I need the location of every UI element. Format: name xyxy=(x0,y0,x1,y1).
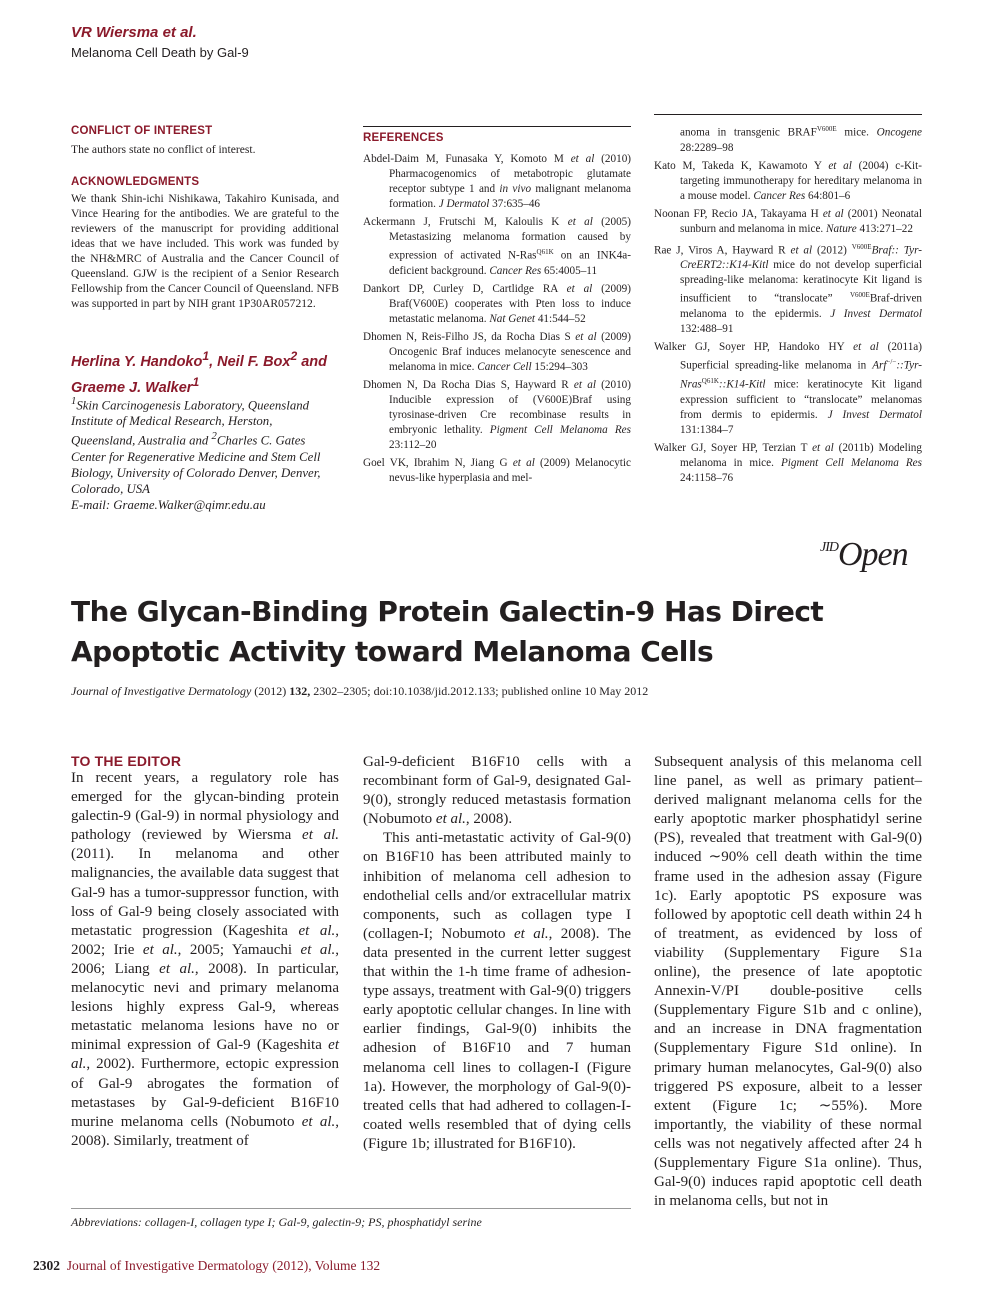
body-italic-run: et al. xyxy=(159,960,195,977)
ref-text: mice: keratinocyte Kit ligand expression sufficient to “translocate” melanomas from dermis to epidermis. xyxy=(680,378,922,421)
body-italic-run: et al. xyxy=(300,941,336,958)
ref-sup: −/− xyxy=(886,358,897,367)
article-citation xyxy=(71,684,648,699)
acknowledgments-text: We thank Shin-ichi Nishikawa, Takahiro Kunisada, and Vince Hearing for the antibodies. We are grateful to the reviewers of the manuscript for providing additional ideas that we have included. This work was funded by the NH&MRC of Australia and the Cancer Council of Queensland. GJW is the recipient of a Senior Research Fellowship from the Cancer Council of Queensland. NFB was supported in part by NIH grant 1P30AR057212. xyxy=(71,192,339,310)
ref-text: Rae J, Viros A, Hayward R xyxy=(654,244,791,257)
ref-text: on an INK4a-deficient background. xyxy=(389,249,631,277)
ref-italic: ::K14-Kitl xyxy=(718,378,766,391)
ref-text: 23:112–20 xyxy=(389,438,437,451)
body-text-run: , 2008). Similarly, treatment of xyxy=(71,1113,339,1149)
article-title xyxy=(71,592,931,672)
ref-journal: Pigment Cell Melanoma Res xyxy=(489,423,631,436)
body-text-run: , 2008). In particular, melanocytic nevi and primary melanoma lesions highly express Gal-9, whereas metastatic melanoma lesions have no or minimal expression of Gal-9 (Kageshita xyxy=(71,960,340,1054)
citation-volume: 132, xyxy=(289,684,311,698)
author-sup: 1 xyxy=(192,374,200,389)
reference-item xyxy=(654,441,922,486)
citation-rest: 2302–2305; doi:10.1038/jid.2012.133; published online 10 May 2012 xyxy=(310,684,649,698)
ref-sup: Q61K xyxy=(701,376,719,385)
footnote-rule xyxy=(71,1208,631,1209)
ref-text: Kato M, Takeda K, Kawamoto Y xyxy=(654,159,829,172)
author-name: Graeme J. Walker xyxy=(71,379,193,396)
body-text-run: In recent years, a regulatory role has emerged for the glycan-binding protein galectin-9 (Gal-9) in normal physiology and pathology (reviewed by Wiersma xyxy=(71,770,339,844)
body-text-run: , 2002; Irie xyxy=(71,922,339,958)
references-list-col3 xyxy=(654,122,922,489)
ref-text: malignant melanoma formation. xyxy=(389,183,631,210)
ref-text: (2001) Neonatal sunburn and melanoma in mice. xyxy=(680,207,922,235)
body-paragraph xyxy=(363,829,631,1154)
ref-italic: ::Tyr-Nras xyxy=(680,359,922,391)
body-italic-run: et al. xyxy=(71,1037,339,1073)
body-text-run: This anti-metastatic activity of Gal-9(0) on B16F10 has been attributed mainly to inhibition of melanoma cell adhesion to endothelial cells and/or extracellular matrix components, such as collagen type I (collagen-I; Nobumoto xyxy=(363,830,631,942)
ref-sup: V600E xyxy=(816,125,837,133)
citation-year: (2012) xyxy=(251,684,290,698)
ref-text: (2009) Melanocytic nevus-like hyperplasia and mel- xyxy=(389,456,631,484)
running-head-author: VR Wiersma et al. xyxy=(71,24,197,41)
ref-journal: Cancer Res xyxy=(489,264,542,277)
title-line: Apoptotic Activity toward Melanoma Cells xyxy=(71,635,714,668)
page-footer xyxy=(33,1258,380,1274)
ref-journal: Nat Genet xyxy=(489,312,536,325)
body-text-run: , 2006; Liang xyxy=(71,941,340,977)
references-rule-col3 xyxy=(654,114,922,115)
ref-text: 28:2289–98 xyxy=(680,141,734,154)
ref-italic: Braf:: Tyr-CreERT2::K14-Kitl xyxy=(680,244,922,272)
ref-journal: J Dermatol xyxy=(438,198,490,210)
ref-etal: et al xyxy=(566,282,593,295)
ref-text: 132:488–91 xyxy=(680,323,734,336)
affil-text: Charles C. Gates Center for Regenerative Medicine and Stem Cell Biology, University of Colorado Denver, Denver, Colorado, USA xyxy=(71,433,321,496)
jid-logo-sup: JID xyxy=(820,540,838,555)
ref-text: (2009) Braf(V600E) cooperates with Pten loss to induce metastatic melanoma. xyxy=(389,282,631,325)
references-rule xyxy=(363,126,631,127)
affil-text: Skin Carcinogenesis Laboratory, Queensland Institute of Medical Research, Herston, Queensland, Australia and xyxy=(71,398,310,448)
author-signoff xyxy=(71,346,339,398)
reference-item xyxy=(654,207,922,237)
body-text-run: , 2008). xyxy=(465,811,513,828)
body-italic-run: et al. xyxy=(302,827,339,844)
ref-text: Goel VK, Ibrahim N, Jiang G xyxy=(363,456,513,469)
ref-text: Walker GJ, Soyer HP, Handoko HY xyxy=(654,341,854,354)
body-col2 xyxy=(363,753,631,1154)
ref-text: mice do not develop superficial spreading-like melanoma: keratinocyte Kit ligand is insufficient to “translocate” xyxy=(680,259,922,306)
page-number: 2302 xyxy=(33,1258,60,1273)
reference-item xyxy=(363,282,631,327)
references-list-col2 xyxy=(363,152,631,489)
ref-text: Ackermann J, Frutschi M, Kaloulis K xyxy=(363,216,568,228)
acknowledgments-heading: ACKNOWLEDGMENTS xyxy=(71,176,200,188)
author-email[interactable]: E-mail: Graeme.Walker@qimr.edu.au xyxy=(71,497,266,512)
ref-etal: et al xyxy=(822,207,844,220)
body-col3 xyxy=(654,753,922,1211)
body-italic-run: et al. xyxy=(513,925,549,942)
reference-item xyxy=(363,152,631,212)
ref-text: (2012) xyxy=(812,244,852,257)
ref-etal: et al xyxy=(512,456,535,469)
ref-sup: Q61K xyxy=(536,248,554,256)
ref-sup: V600E xyxy=(849,291,870,300)
reference-item xyxy=(654,159,922,204)
ref-text: 15:294–303 xyxy=(531,360,588,373)
body-paragraph xyxy=(363,753,631,829)
ref-italic: Arf xyxy=(872,359,887,372)
ref-etal: et al xyxy=(567,216,593,228)
body-paragraph xyxy=(71,769,339,1151)
conflict-text: The authors state no conflict of interest. xyxy=(71,143,256,156)
body-text-run: Subsequent analysis of this melanoma cell line panel, as well as primary patient–derived malignant melanoma cells for the early apoptotic marker phosphatidyl serine (PS), revealed that treatment with Gal-9(0) induced ∼90% cell death within the time frame used in the adhesion assay (Figure 1c). Early apoptotic PS exposure was followed by apoptotic cell death within 24 h of treatment, as evidenced by loss of viability (Supplementary Figure S1a online), the presence of late apoptotic Annexin-V/PI double-positive cells (Supplementary Figure S1b and c online), and an increase in DNA fragmentation (Supplementary Figure S1d online). In primary human melanocytes, Gal-9(0) also triggered PS exposure, albeit to a lesser extent (Figure 1c; ∼55%). More importantly, the viability of these normal cells was not negatively affected after 24 h (Supplementary Figure S1a online). Thus, Gal-9(0) induces rapid apoptotic cell death in melanoma cells, but not in xyxy=(654,754,922,1210)
body-col1 xyxy=(71,753,339,1151)
ref-text: mice. xyxy=(836,126,877,139)
reference-item xyxy=(363,378,631,453)
ref-text: (2011b) Modeling melanoma in mice. xyxy=(680,441,922,469)
ref-text: (2010) Inducible expression of (V600E)Braf using tyrosinase-driven Cre recombinase results in embryonic lethality. xyxy=(389,378,631,436)
reference-item xyxy=(363,330,631,375)
reference-item xyxy=(363,456,631,486)
ref-journal: Pigment Cell Melanoma Res xyxy=(780,456,922,469)
title-line: The Glycan-Binding Protein Galectin-9 Has Direct xyxy=(71,595,824,628)
affil-sup: 2 xyxy=(211,431,217,443)
ref-text: (2009) Oncogenic Braf induces melanocyte senescence and melanoma in mice. xyxy=(389,330,632,373)
ref-text: Braf-driven melanoma to the epidermis. xyxy=(680,293,922,321)
ref-etal: et al xyxy=(812,441,834,454)
ref-text: Dankort DP, Curley D, Cartlidge RA xyxy=(363,282,567,295)
ref-etal: et al xyxy=(853,341,879,354)
body-text-run: (2011). In melanoma and other malignancies, the available data suggest that Gal-9 has a tumor-suppressor function, with loss of Gal-9 being closely associated with metastatic progression (Kageshita xyxy=(71,846,339,939)
footer-journal: Journal of Investigative Dermatology (2012), Volume 132 xyxy=(66,1258,381,1273)
abbreviations-footnote: Abbreviations: collagen-I, collagen type I; Gal-9, galectin-9; PS, phosphatidyl serine xyxy=(71,1215,482,1229)
conflict-heading: CONFLICT OF INTEREST xyxy=(71,125,213,137)
body-italic-run: et al. xyxy=(435,811,466,828)
ref-etal: et al xyxy=(790,244,813,257)
body-italic-run: et al. xyxy=(301,1113,336,1130)
affiliations xyxy=(71,394,339,513)
author-name: , Neil F. Box xyxy=(209,353,291,370)
author-sep: and xyxy=(297,353,327,370)
body-text-run: , 2005; Yamauchi xyxy=(177,941,301,958)
affil-sup: 1 xyxy=(71,396,77,407)
body-text-run: , 2002). Furthermore, ectopic expression of Gal-9 abrogates the formation of metastases by Gal-9-deficient B16F10 murine melanoma cells (Nobumoto xyxy=(71,1056,339,1130)
ref-etal: et al xyxy=(828,159,852,172)
running-head-subtitle: Melanoma Cell Death by Gal-9 xyxy=(71,45,249,60)
ref-text: (2011a) Superficial spreading-like melanoma in xyxy=(680,341,922,372)
ref-text: 64:801–6 xyxy=(805,189,851,202)
ref-text: Noonan FP, Recio JA, Takayama H xyxy=(654,207,823,220)
ref-text: 413:271–22 xyxy=(856,222,913,235)
jid-logo-word: Open xyxy=(838,536,908,573)
citation-journal: Journal of Investigative Dermatology xyxy=(71,684,252,698)
ref-etal: et al xyxy=(573,378,596,391)
body-italic-run: et al. xyxy=(142,941,178,958)
body-text-run: Gal-9-deficient B16F10 cells with a recombinant form of Gal-9, designated Gal-9(0), strongly reduced metastasis formation (Nobumoto xyxy=(363,754,631,828)
author-sup: 1 xyxy=(202,349,210,363)
body-paragraph xyxy=(654,753,922,1211)
reference-item xyxy=(654,240,922,337)
ref-journal: Cancer Cell xyxy=(477,360,532,373)
ref-text: (2010) Pharmacogenomics of metabotropic glutamate receptor subtype 1 and xyxy=(389,153,632,195)
ref-etal: et al xyxy=(575,330,597,343)
references-heading: REFERENCES xyxy=(363,132,444,144)
ref-text: 131:1384–7 xyxy=(680,423,734,436)
author-name: Herlina Y. Handoko xyxy=(71,353,203,370)
ref-text: Dhomen N, Da Rocha Dias S, Hayward R xyxy=(363,378,574,391)
reference-item xyxy=(654,122,922,156)
ref-journal: Cancer Res xyxy=(753,189,806,202)
ref-text: Walker GJ, Soyer HP, Terzian T xyxy=(654,441,813,454)
ref-text: (2005) Metastasizing melanoma formation caused by expression of activated N-Ras xyxy=(389,216,631,262)
ref-journal: Oncogene xyxy=(876,126,922,139)
ref-text: anoma in transgenic BRAF xyxy=(680,126,817,139)
to-the-editor-heading: TO THE EDITOR xyxy=(71,753,182,769)
author-sup: 2 xyxy=(290,349,298,363)
ref-text: 41:544–52 xyxy=(535,312,586,325)
reference-item xyxy=(654,340,922,437)
ref-text: 65:4005–11 xyxy=(541,264,598,277)
jid-open-logo xyxy=(820,536,908,574)
ref-italic: in vivo xyxy=(499,183,532,195)
ref-text: (2004) c-Kit-targeting immunotherapy for hereditary melanoma in a mouse model. xyxy=(680,159,922,202)
reference-item xyxy=(363,215,631,279)
ref-text: 24:1158–76 xyxy=(680,471,734,484)
ref-journal: J Invest Dermatol xyxy=(827,408,922,421)
body-text-run: , 2008). The data presented in the current letter suggest that within the 1-h time frame of adhesion-type assays, treatment with Gal-9(0) triggers early apoptotic cellular changes. In line with earlier findings, Gal-9(0) inhibits the adhesion of B16F10 and 7 human melanoma cell lines to collagen-I (Figure 1a). However, the morphology of Gal-9(0)-treated cells that had adhered to collagen-I-coated wells resembled that of dying cells (Figure 1b; illustrated for B16F10). xyxy=(363,925,631,1152)
ref-text: Dhomen N, Reis-Filho JS, da Rocha Dias S xyxy=(363,330,576,343)
ref-sup: V600E xyxy=(851,242,872,251)
ref-text: 37:635–46 xyxy=(489,198,541,210)
body-italic-run: et al. xyxy=(298,922,336,939)
ref-journal: J Invest Dermatol xyxy=(830,308,922,321)
ref-etal: et al xyxy=(570,153,595,165)
ref-text: Abdel-Daim M, Funasaka Y, Komoto M xyxy=(363,153,571,165)
ref-journal: Nature xyxy=(826,222,857,235)
